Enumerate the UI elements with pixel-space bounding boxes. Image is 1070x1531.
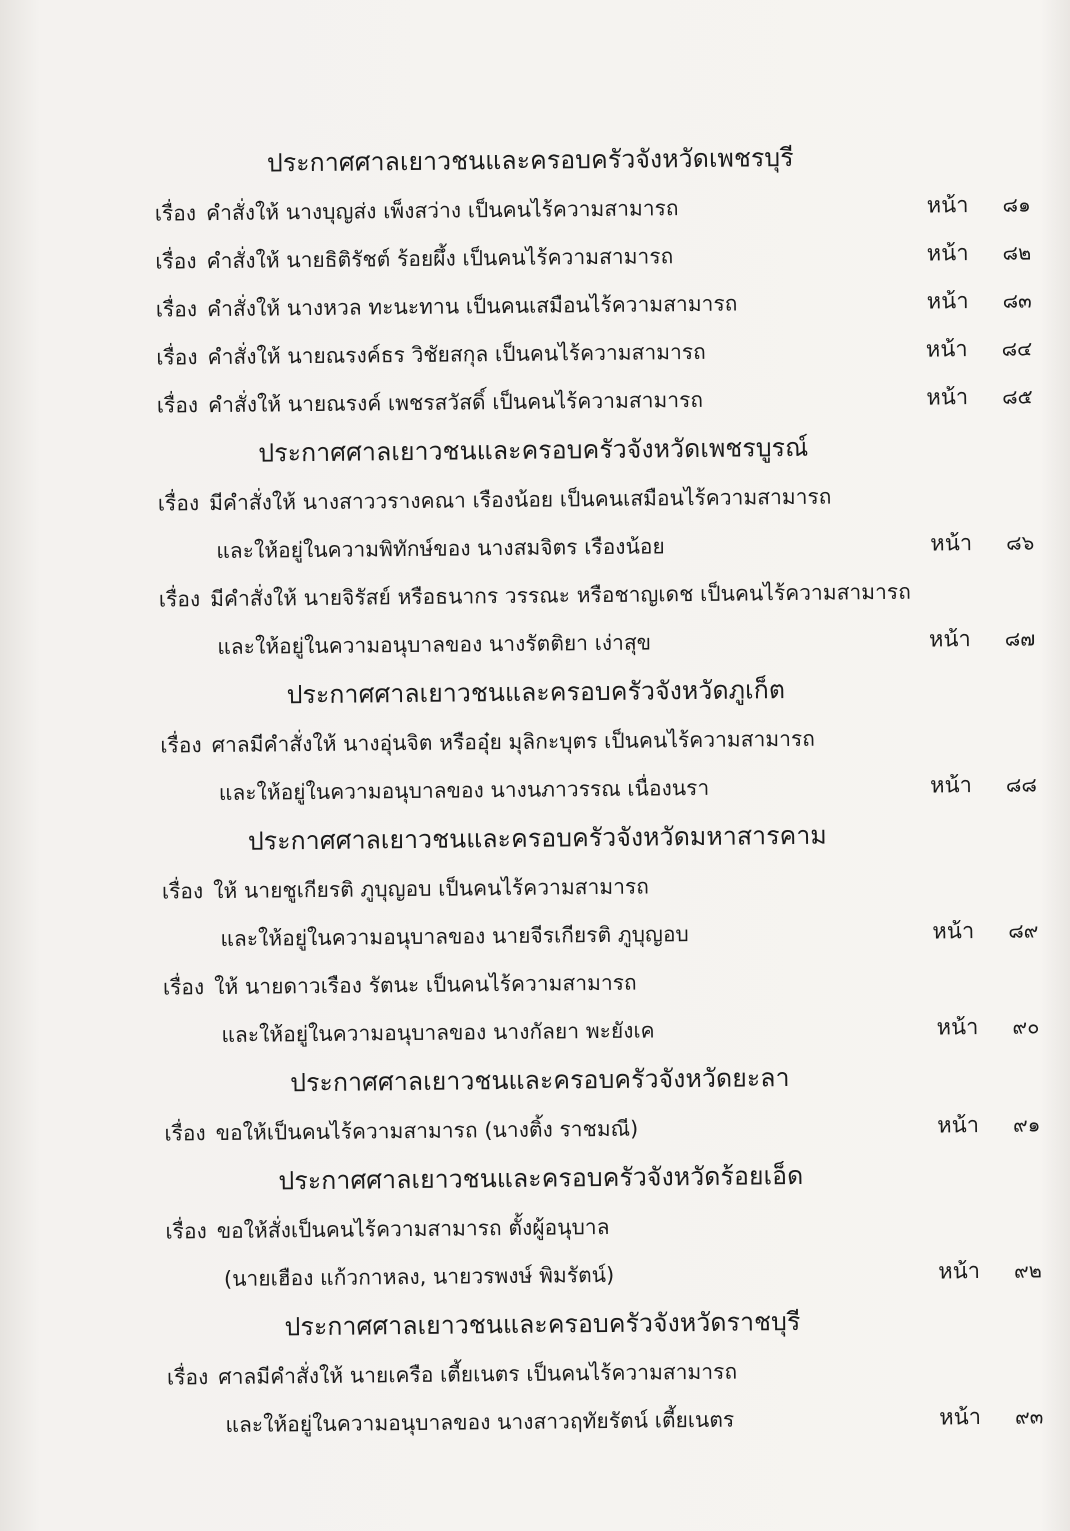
page-label: หน้า (939, 1405, 982, 1431)
page-number: ๘๔ (1001, 336, 1033, 361)
page-label: หน้า (926, 241, 969, 267)
page-reference (926, 324, 1033, 373)
page-reference (936, 1002, 1039, 1051)
entry-continuation-line (133, 1392, 1063, 1450)
page-label: หน้า (925, 337, 968, 363)
section-heading: ประกาศศาลเยาวชนและครอบครัวจังหวัดภูเก็ต (286, 675, 786, 710)
entry-text: ศาลมีคำสั่งให้ นางอุ่นจิต หรืออุ๋ย มุลิกะบุตร เป็นคนไร้ความสามารถ (211, 726, 816, 758)
toc-entry (125, 566, 1056, 672)
entry-text: ให้ นายดาวเรือง รัตนะ เป็นคนไร้ความสามารถ (214, 970, 637, 1000)
section-heading: ประกาศศาลเยาวชนและครอบครัวจังหวัดราชบุรี (284, 1306, 801, 1342)
entry-continuation-line (129, 1002, 1059, 1060)
page-number: ๙๒ (1013, 1258, 1043, 1283)
page-reference (926, 228, 1031, 277)
page-label: หน้า (926, 193, 969, 219)
page-number: ๘๕ (1002, 384, 1033, 409)
table-of-contents (120, 130, 1064, 1450)
page-reference (939, 1392, 1044, 1441)
topic-keyword: เรื่อง (164, 1121, 206, 1146)
topic-keyword: เรื่อง (156, 345, 198, 370)
page-label: หน้า (936, 1113, 980, 1139)
page-label: หน้า (930, 531, 973, 557)
entry-text: และให้อยู่ในความอนุบาลของ นางกัลยา พะยังเค (221, 1018, 655, 1047)
page-reference (926, 276, 1032, 325)
entry-text: มีคำสั่งให้ นางสาววรางคณา เรืองน้อย เป็นคนเสมือนไร้ความสามารถ (209, 484, 832, 516)
page-reference (930, 518, 1035, 567)
page-reference (938, 1246, 1042, 1295)
toc-entry (129, 954, 1060, 1060)
entry-text: และให้อยู่ในความพิทักษ์ของ นางสมจิตร เรืองน้อย (216, 534, 665, 564)
entry-text: ให้ นายชูเกียรติ ภูบุญอบ เป็นคนไร้ความสามารถ (213, 874, 650, 904)
page-label: หน้า (932, 919, 975, 945)
topic-keyword: เรื่อง (166, 1365, 209, 1390)
page-label: หน้า (936, 1015, 979, 1041)
page-label: หน้า (926, 385, 969, 411)
topic-keyword: เรื่อง (157, 491, 200, 516)
entry-text: คำสั่งให้ นายณรงค์ เพชรสวัสดิ์ เป็นคนไร้ความสามารถ (207, 387, 704, 418)
page-label: หน้า (938, 1259, 981, 1285)
topic-keyword: เรื่อง (161, 879, 204, 904)
toc-entry (131, 1198, 1062, 1304)
section-heading: ประกาศศาลเยาวชนและครอบครัวจังหวัดเพชรบุรี (266, 142, 794, 178)
page-number: ๘๑ (1002, 192, 1031, 217)
toc-entry (124, 470, 1055, 576)
entry-text: และให้อยู่ในความอนุบาลของ นายจีรเกียรติ ภูบุญอบ (220, 922, 689, 951)
page-number: ๙๓ (1014, 1404, 1044, 1429)
page-number: ๘๒ (1002, 240, 1032, 265)
entry-text: มีคำสั่งให้ นายจิรัสย์ หรือธนากร วรรณะ หรือชาญเดช เป็นคนไร้ความสามารถ (210, 579, 911, 612)
page-number: ๘๖ (1006, 530, 1035, 555)
section-heading: ประกาศศาลเยาวชนและครอบครัวจังหวัดยะลา (289, 1063, 790, 1098)
page-reference (926, 372, 1033, 421)
page-number: ๙๑ (1012, 1112, 1041, 1137)
topic-keyword: เรื่อง (156, 393, 199, 418)
entry-title-line (123, 372, 1053, 430)
page-reference (932, 906, 1038, 955)
entry-title-line (130, 1100, 1060, 1158)
page-label: หน้า (928, 627, 971, 653)
toc-entry (130, 1100, 1060, 1158)
page-reference (926, 180, 1031, 229)
topic-keyword: เรื่อง (155, 249, 197, 274)
entry-text: (นายเฮือง แก้วกาหลง, นายวรพงษ์ พิมรัตน์) (223, 1262, 615, 1291)
toc-entry (126, 712, 1057, 818)
entry-text: ศาลมีคำสั่งให้ นายเครือ เตี้ยเนตร เป็นคนไร้ความสามารถ (218, 1359, 738, 1390)
entry-text: และให้อยู่ในความอนุบาลของ นางนภาวรรณ เนื่องนรา (218, 775, 710, 806)
entry-text: ขอให้สั่งเป็นคนไร้ความสามารถ ตั้งผู้อนุบาล (216, 1214, 610, 1244)
entry-text: คำสั่งให้ นายธิติรัชต์ ร้อยผึ้ง เป็นคนไร้ความสามารถ (206, 244, 674, 274)
topic-keyword: เรื่อง (155, 297, 198, 322)
entry-text: และให้อยู่ในความอนุบาลของ นางรัตติยา เง่าสุข (217, 630, 652, 660)
entry-continuation-line (125, 614, 1055, 672)
page-reference (929, 614, 1036, 663)
topic-keyword: เรื่อง (165, 1219, 207, 1244)
entry-text: ขอให้เป็นคนไร้ความสามารถ (นางติ้ง ราชมณี) (215, 1116, 639, 1146)
topic-keyword: เรื่อง (158, 587, 201, 612)
entry-text: คำสั่งให้ นางบุญส่ง เพ็งสว่าง เป็นคนไร้ความสามารถ (205, 196, 679, 226)
entry-continuation-line (132, 1246, 1062, 1304)
page-label: หน้า (929, 773, 973, 799)
topic-keyword: เรื่อง (160, 733, 202, 758)
page-number: ๘๘ (1005, 772, 1037, 797)
page-reference (937, 1100, 1041, 1149)
toc-entry (133, 1344, 1064, 1450)
entry-text: และให้อยู่ในความอนุบาลของ นางสาวฤทัยรัตน์ เตี้ยเนตร (225, 1407, 735, 1437)
section-heading: ประกาศศาลเยาวชนและครอบครัวจังหวัดเพชรบูรณ์ (258, 432, 809, 468)
page-number: ๘๙ (1008, 918, 1039, 943)
page-number: ๘๓ (1002, 288, 1032, 313)
entry-text: คำสั่งให้ นางหวล ทะนะทาน เป็นคนเสมือนไร้ความสามารถ (206, 291, 738, 322)
section-heading: ประกาศศาลเยาวชนและครอบครัวจังหวัดร้อยเอ็ด (278, 1160, 804, 1196)
page-label: หน้า (926, 289, 969, 315)
entry-continuation-line (127, 760, 1057, 818)
toc-entry (123, 372, 1053, 430)
topic-keyword: เรื่อง (162, 975, 205, 1000)
entry-text: คำสั่งให้ นายณรงค์ธร วิชัยสกุล เป็นคนไร้ความสามารถ (207, 339, 706, 370)
page-number: ๙๐ (1012, 1014, 1040, 1039)
page-number: ๘๗ (1004, 626, 1036, 651)
toc-entry (128, 858, 1059, 964)
page-reference (930, 760, 1037, 809)
topic-keyword: เรื่อง (154, 201, 197, 226)
section-heading: ประกาศศาลเยาวชนและครอบครัวจังหวัดมหาสารคาม (247, 820, 827, 856)
